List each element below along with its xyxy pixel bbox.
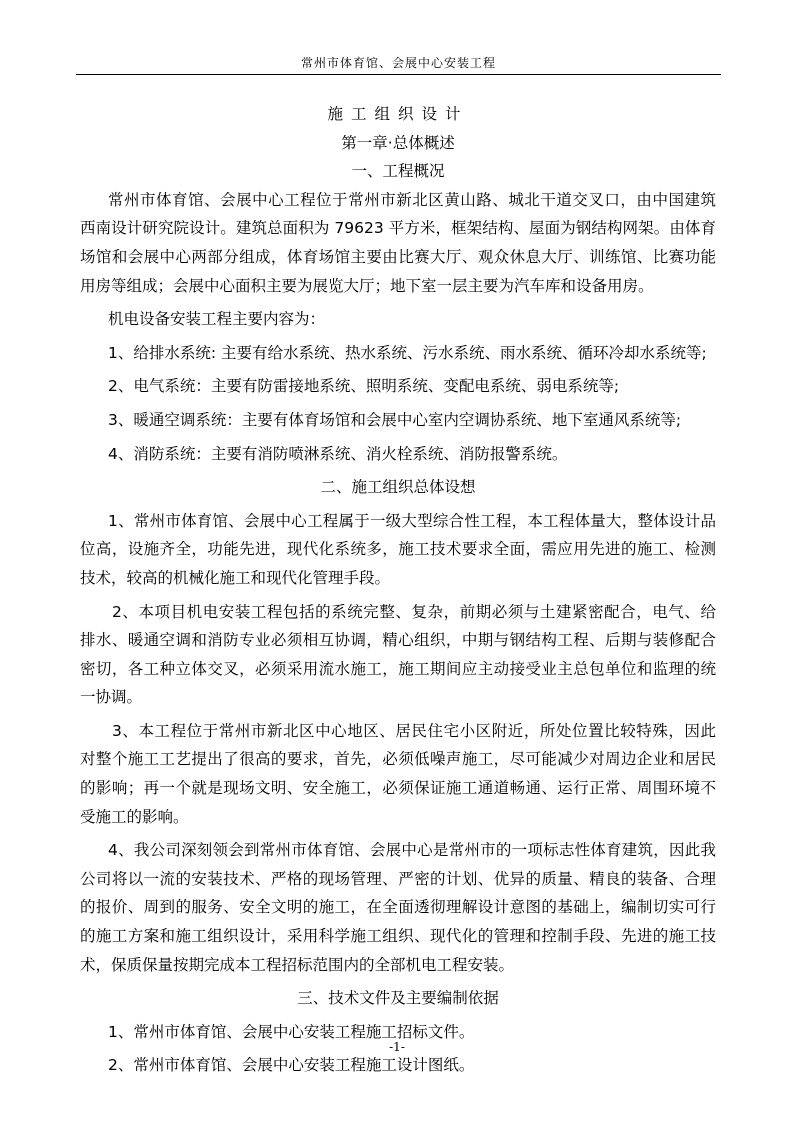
paragraph-line: 4、我公司深刻领会到常州市体育馆、会展中心是常州市的一项标志性体育建筑，因此我	[108, 841, 716, 860]
paragraph-line: 受施工的影响。	[80, 807, 189, 826]
basis-item: 2、常州市体育馆、会展中心安装工程施工设计图纸。	[108, 1056, 475, 1075]
paragraph-line: 场馆和会展中心两部分组成，体育场馆主要由比赛大厅、观众休息大厅、训练馆、比赛功能	[80, 247, 716, 266]
scope-item: 3、暖通空调系统：主要有体育场馆和会展中心室内空调协系统、地下室通风系统等;	[108, 410, 682, 429]
paragraph-line: 公司将以一流的安装技术、严格的现场管理、严密的计划、优异的质量、精良的装备、合理	[80, 869, 716, 888]
scope-intro: 机电设备安装工程主要内容为：	[108, 310, 326, 329]
paragraph-line: 对整个施工工艺提出了很高的要求，首先，必须低噪声施工，尽可能减少对周边企业和居民	[80, 750, 716, 769]
section-heading-1: 一、工程概况	[351, 162, 445, 181]
paragraph-line: 排水、暖通空调和消防专业必须相互协调，精心组织，中期与钢结构工程、后期与装修配合	[80, 631, 716, 650]
scope-item: 4、消防系统：主要有消防喷淋系统、消火栓系统、消防报警系统。	[108, 444, 568, 463]
paragraph-line: 的施工方案和施工组织设计，采用科学施工组织、现代化的管理和控制手段、先进的施工技	[80, 927, 716, 946]
document-title: 施工组织设计	[327, 105, 469, 123]
paragraph-line: 西南设计研究院设计。建筑总面积为 79623 平方米，框架结构、屋面为钢结构网架。由体育	[80, 219, 716, 238]
paragraph-line: 的影响；再一个就是现场文明、安全施工，必须保证施工通道畅通、运行正常、周围环境不	[80, 779, 716, 798]
paragraph-line: 3、本工程位于常州市新北区中心地区、居民住宅小区附近，所处位置比较特殊，因此	[112, 721, 716, 740]
paragraph-line: 2、本项目机电安装工程包括的系统完整、复杂，前期必须与土建紧密配合，电气、给	[112, 602, 716, 621]
chapter-heading: 第一章·总体概述	[341, 133, 455, 152]
paragraph-line: 技术，较高的机械化施工和现代化管理手段。	[80, 568, 391, 587]
section-heading-2: 二、施工组织总体设想	[320, 478, 476, 497]
paragraph-line: 密切，各工种立体交叉，必须采用流水施工，施工期间应主动接受业主总包单位和监理的统	[80, 659, 716, 678]
paragraph-line: 一协调。	[80, 688, 143, 707]
section-heading-3: 三、技术文件及主要编制依据	[297, 989, 499, 1008]
plan-paragraph-3	[80, 717, 716, 831]
paragraph-line: 的报价、周到的服务、安全文明的施工，在全面透彻理解设计意图的基础上，编制切实可行	[80, 898, 716, 917]
scope-item: 1、给排水系统: 主要有给水系统、热水系统、污水系统、雨水系统、循环冷却水系统等;	[108, 343, 707, 362]
paragraph-line: 常州市体育馆、会展中心工程位于常州市新北区黄山路、城北干道交叉口，由中国建筑	[108, 190, 716, 209]
plan-paragraph-1	[80, 507, 716, 593]
page-header: 常州市体育馆、会展中心安装工程	[76, 52, 721, 75]
paragraph-line: 1、常州市体育馆、会展中心工程属于一级大型综合性工程，本工程体量大，整体设计品	[108, 511, 716, 530]
plan-paragraph-2	[80, 598, 716, 712]
paragraph-line: 用房等组成；会展中心面积主要为展览大厅；地下室一层主要为汽车库和设备用房。	[80, 276, 654, 295]
basis-item: 1、常州市体育馆、会展中心安装工程施工招标文件。	[108, 1022, 475, 1041]
paragraph-line: 术，保质保量按期完成本工程招标范围内的全部机电工程安装。	[80, 955, 515, 974]
plan-paragraph-4	[80, 836, 716, 979]
paragraph-line: 位高，设施齐全，功能先进，现代化系统多，施工技术要求全面，需应用先进的施工、检测	[80, 540, 716, 559]
page-number: -1-	[389, 1040, 405, 1054]
document-body	[80, 100, 716, 1080]
scope-item: 2、电气系统：主要有防雷接地系统、照明系统、变配电系统、弱电系统等;	[108, 377, 620, 396]
overview-paragraph	[80, 186, 716, 300]
